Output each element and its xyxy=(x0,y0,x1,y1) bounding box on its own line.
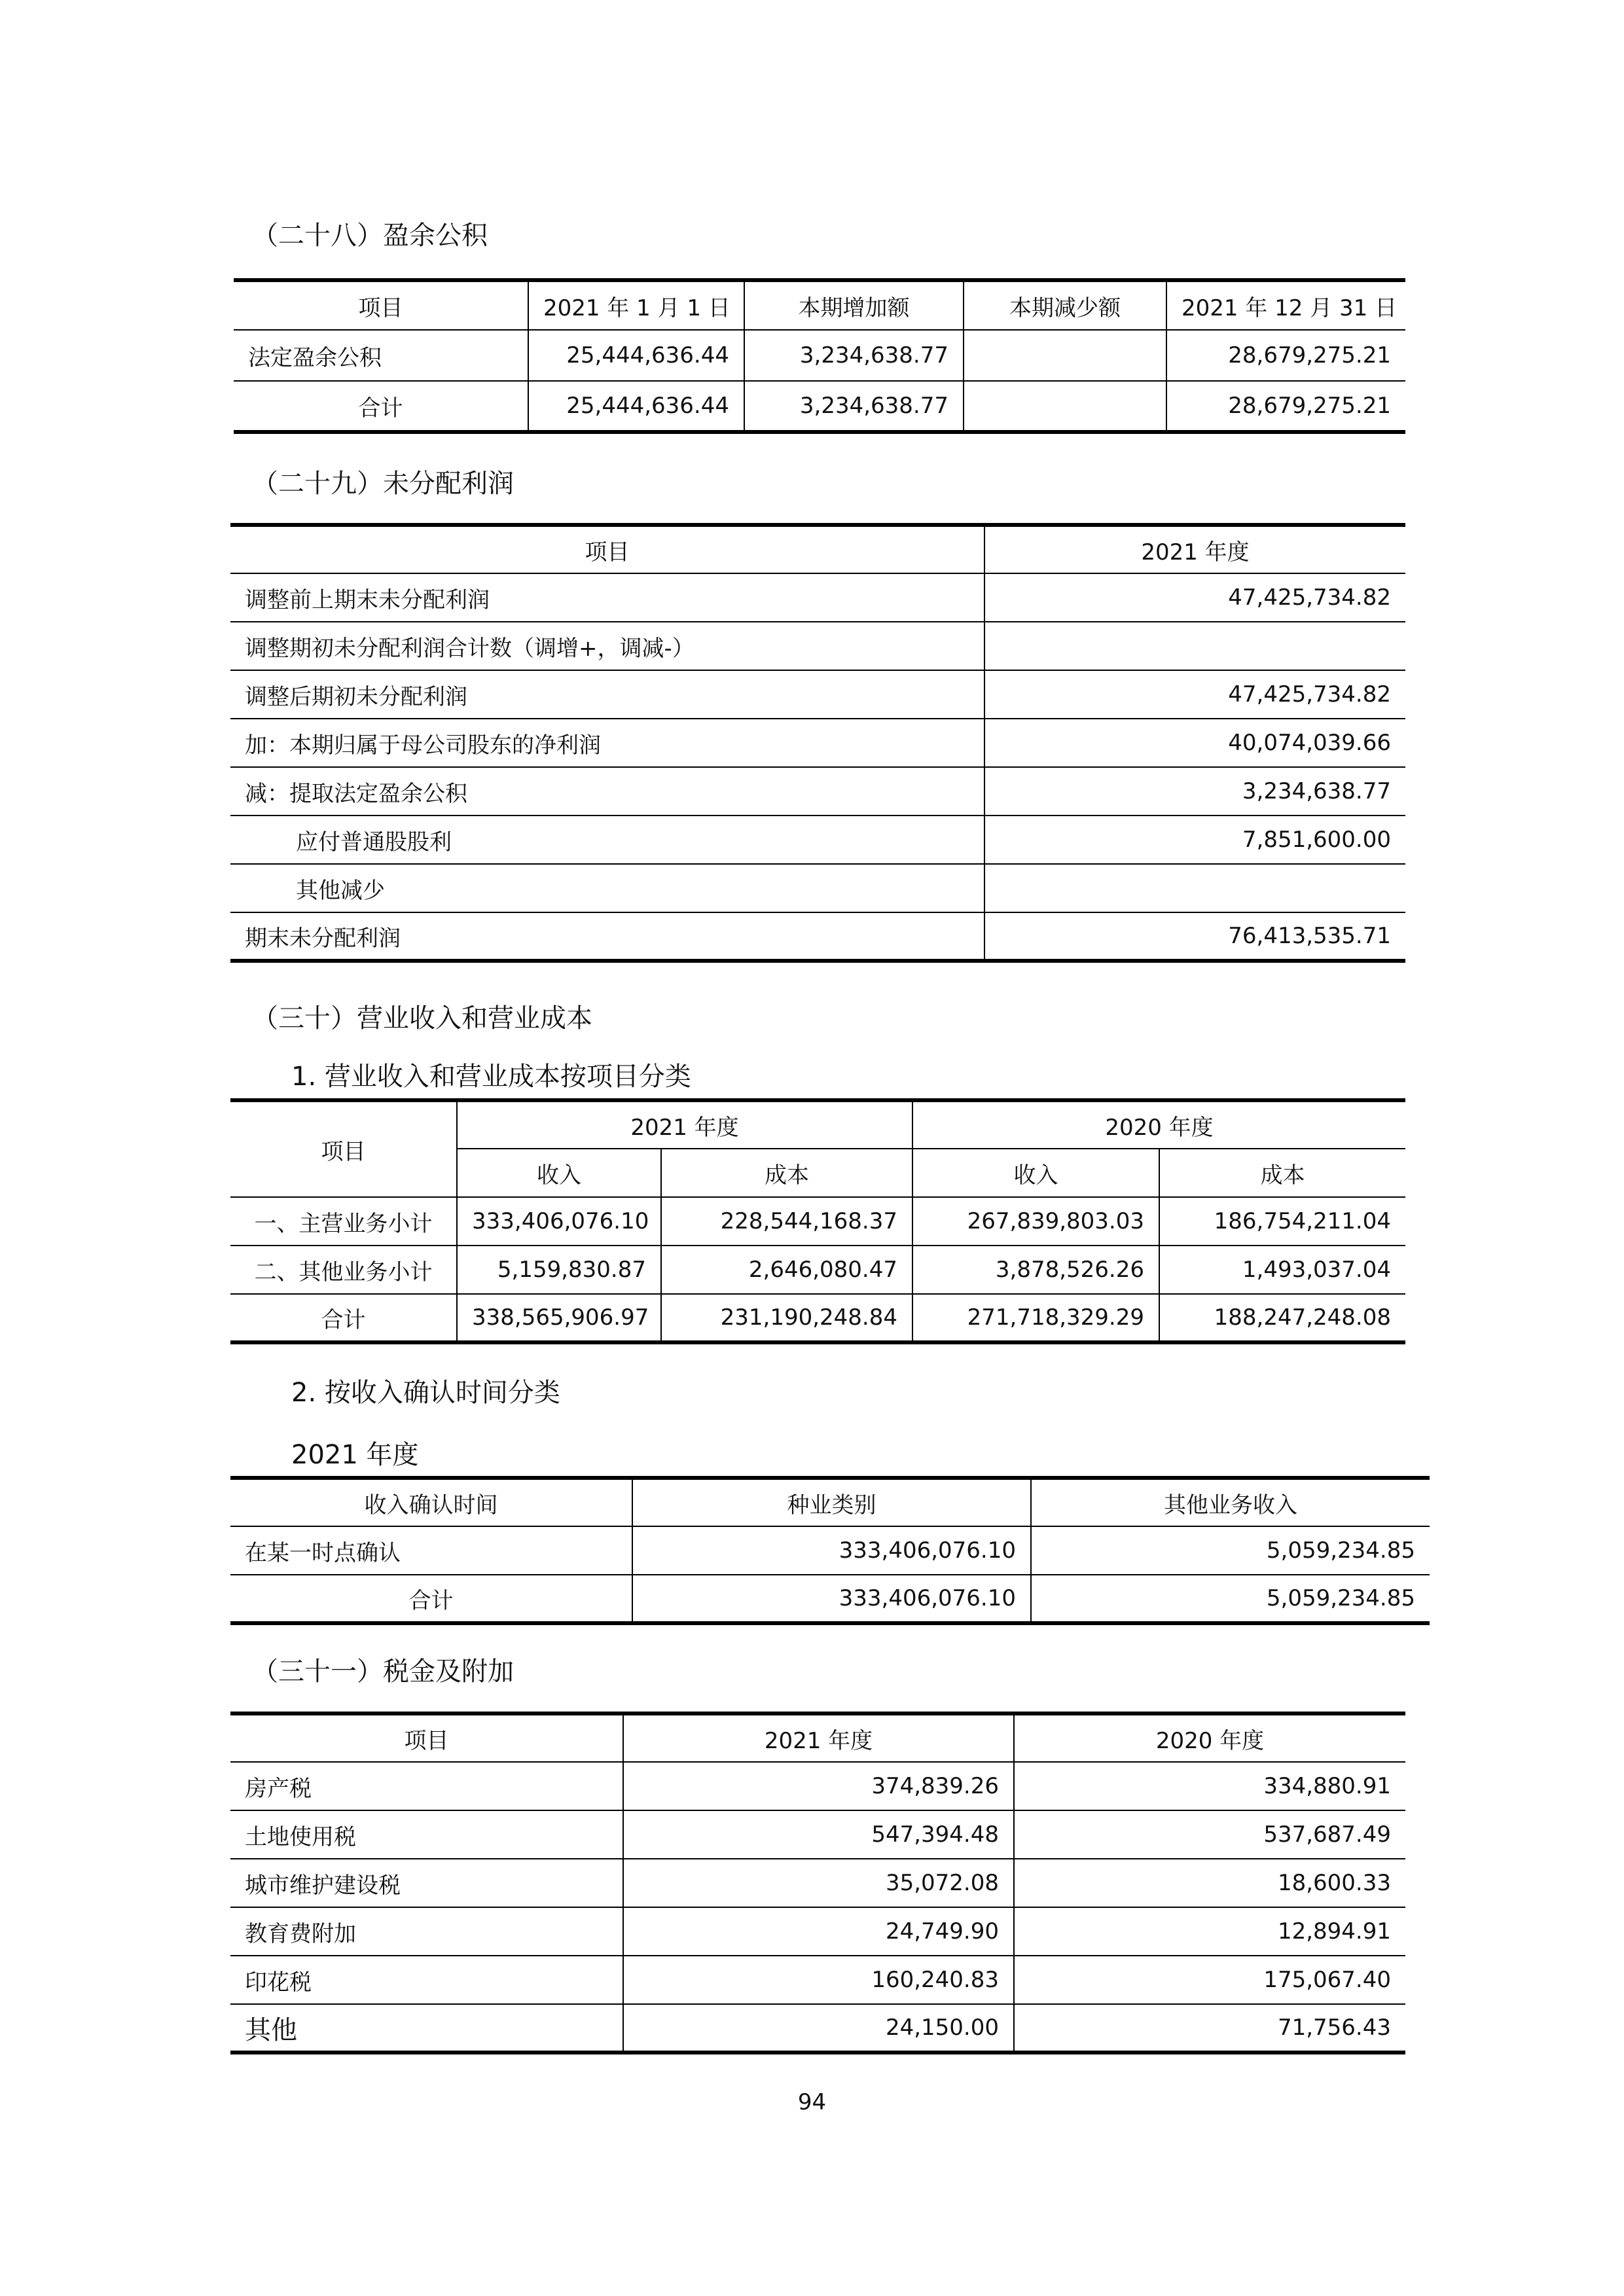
section-31-title: （三十一）税金及附加 xyxy=(252,1657,514,1687)
value-cell: 24,150.00 xyxy=(623,2004,1014,2053)
value-cell: 3,234,638.77 xyxy=(744,330,964,381)
row-label: 合计 xyxy=(230,1294,457,1342)
value-cell: 547,394.48 xyxy=(623,1810,1014,1859)
header-cell: 项目 xyxy=(230,525,984,573)
header-cell: 2021 年度 xyxy=(457,1100,912,1149)
value-cell: 18,600.33 xyxy=(1014,1859,1405,1907)
table-row xyxy=(230,767,1405,816)
revenue-cost-table xyxy=(230,1098,1405,1344)
value-cell: 47,425,734.82 xyxy=(984,573,1405,622)
value-cell: 3,878,526.26 xyxy=(912,1246,1159,1294)
table-row xyxy=(230,1810,1405,1859)
header-cell: 成本 xyxy=(661,1149,912,1197)
row-label: 期末未分配利润 xyxy=(230,912,984,961)
section-30-title: （三十）营业收入和营业成本 xyxy=(252,1003,592,1033)
table-row xyxy=(230,816,1405,864)
table-header-row xyxy=(230,1713,1405,1762)
row-label: 土地使用税 xyxy=(230,1810,623,1859)
table-row xyxy=(230,1762,1405,1810)
table-row xyxy=(234,330,1405,381)
header-cell: 2021 年 12 月 31 日 xyxy=(1166,280,1405,330)
table-row xyxy=(230,622,1405,670)
row-label: 教育费附加 xyxy=(230,1907,623,1956)
value-cell: 28,679,275.21 xyxy=(1166,381,1405,432)
table-row-total xyxy=(230,1294,1405,1342)
value-cell xyxy=(964,381,1166,432)
value-cell: 160,240.83 xyxy=(623,1956,1014,2004)
header-cell: 本期增加额 xyxy=(744,280,964,330)
header-cell: 种业类别 xyxy=(632,1478,1031,1526)
undistributed-profit-table xyxy=(230,523,1405,963)
header-cell: 收入 xyxy=(457,1149,661,1197)
row-label: 加：本期归属于母公司股东的净利润 xyxy=(230,719,984,767)
value-cell: 271,718,329.29 xyxy=(912,1294,1159,1342)
value-cell: 1,493,037.04 xyxy=(1159,1246,1405,1294)
table-header-row xyxy=(230,1478,1430,1526)
value-cell: 228,544,168.37 xyxy=(661,1197,912,1246)
section-30-subtitle-2: 2. 按收入确认时间分类 xyxy=(291,1378,560,1408)
value-cell xyxy=(984,864,1405,912)
table-row xyxy=(230,1907,1405,1956)
value-cell: 24,749.90 xyxy=(623,1907,1014,1956)
value-cell: 12,894.91 xyxy=(1014,1907,1405,1956)
table-row-total xyxy=(230,912,1405,961)
revenue-timing-table xyxy=(230,1476,1430,1625)
value-cell: 47,425,734.82 xyxy=(984,670,1405,719)
value-cell: 333,406,076.10 xyxy=(457,1197,661,1246)
header-cell: 2020 年度 xyxy=(1014,1713,1405,1762)
row-label: 城市维护建设税 xyxy=(230,1859,623,1907)
value-cell: 175,067.40 xyxy=(1014,1956,1405,2004)
header-cell: 收入确认时间 xyxy=(230,1478,632,1526)
value-cell xyxy=(964,330,1166,381)
header-cell: 项目 xyxy=(230,1100,457,1197)
value-cell: 25,444,636.44 xyxy=(528,381,744,432)
value-cell: 35,072.08 xyxy=(623,1859,1014,1907)
value-cell: 71,756.43 xyxy=(1014,2004,1405,2053)
section-29-title: （二十九）未分配利润 xyxy=(252,469,514,499)
table-row xyxy=(230,864,1405,912)
value-cell: 333,406,076.10 xyxy=(632,1526,1031,1575)
row-label: 合计 xyxy=(234,381,528,432)
value-cell: 2,646,080.47 xyxy=(661,1246,912,1294)
row-label: 调整后期初未分配利润 xyxy=(230,670,984,719)
table-row xyxy=(230,573,1405,622)
row-label: 其他 xyxy=(230,2004,623,2053)
value-cell: 231,190,248.84 xyxy=(661,1294,912,1342)
page-number: 94 xyxy=(797,2089,827,2115)
value-cell: 334,880.91 xyxy=(1014,1762,1405,1810)
value-cell: 25,444,636.44 xyxy=(528,330,744,381)
section-28-title: （二十八）盈余公积 xyxy=(252,221,488,251)
value-cell: 374,839.26 xyxy=(623,1762,1014,1810)
header-cell: 2020 年度 xyxy=(912,1100,1405,1149)
header-cell: 本期减少额 xyxy=(964,280,1166,330)
table-row xyxy=(230,670,1405,719)
row-label: 调整期初未分配利润合计数（调增+，调减-） xyxy=(230,622,984,670)
header-cell: 2021 年度 xyxy=(984,525,1405,573)
table-row xyxy=(230,1526,1430,1575)
table-row-total xyxy=(230,1575,1430,1623)
value-cell: 5,059,234.85 xyxy=(1031,1575,1430,1623)
value-cell: 537,687.49 xyxy=(1014,1810,1405,1859)
row-label: 房产税 xyxy=(230,1762,623,1810)
row-label: 在某一时点确认 xyxy=(230,1526,632,1575)
section-30-subtitle-1: 1. 营业收入和营业成本按项目分类 xyxy=(291,1062,691,1092)
value-cell: 186,754,211.04 xyxy=(1159,1197,1405,1246)
row-label: 调整前上期末未分配利润 xyxy=(230,573,984,622)
value-cell: 267,839,803.03 xyxy=(912,1197,1159,1246)
header-cell: 2021 年度 xyxy=(623,1713,1014,1762)
table-row xyxy=(230,719,1405,767)
header-cell: 其他业务收入 xyxy=(1031,1478,1430,1526)
table-row xyxy=(230,1246,1405,1294)
table-row xyxy=(230,1859,1405,1907)
value-cell xyxy=(984,622,1405,670)
table-row xyxy=(230,1197,1405,1246)
row-label: 合计 xyxy=(230,1575,632,1623)
header-cell: 项目 xyxy=(234,280,528,330)
header-cell: 收入 xyxy=(912,1149,1159,1197)
value-cell: 333,406,076.10 xyxy=(632,1575,1031,1623)
surplus-reserve-table xyxy=(234,278,1405,434)
value-cell: 338,565,906.97 xyxy=(457,1294,661,1342)
row-label: 法定盈余公积 xyxy=(234,330,528,381)
row-label: 印花税 xyxy=(230,1956,623,2004)
table-header-row xyxy=(234,280,1405,330)
value-cell: 188,247,248.08 xyxy=(1159,1294,1405,1342)
taxes-surcharges-table xyxy=(230,1712,1405,2054)
row-label: 二、其他业务小计 xyxy=(230,1246,457,1294)
value-cell: 5,159,830.87 xyxy=(457,1246,661,1294)
table-row-total xyxy=(234,381,1405,432)
table-row xyxy=(230,2004,1405,2053)
value-cell: 7,851,600.00 xyxy=(984,816,1405,864)
section-30-year-label: 2021 年度 xyxy=(291,1440,419,1470)
table-row xyxy=(230,1956,1405,2004)
value-cell: 76,413,535.71 xyxy=(984,912,1405,961)
row-label: 一、主营业务小计 xyxy=(230,1197,457,1246)
header-cell: 成本 xyxy=(1159,1149,1405,1197)
value-cell: 3,234,638.77 xyxy=(984,767,1405,816)
table-header-row xyxy=(230,1100,1405,1149)
value-cell: 40,074,039.66 xyxy=(984,719,1405,767)
row-label: 其他减少 xyxy=(230,864,984,912)
value-cell: 5,059,234.85 xyxy=(1031,1526,1430,1575)
value-cell: 28,679,275.21 xyxy=(1166,330,1405,381)
header-cell: 项目 xyxy=(230,1713,623,1762)
value-cell: 3,234,638.77 xyxy=(744,381,964,432)
row-label: 应付普通股股利 xyxy=(230,816,984,864)
header-cell: 2021 年 1 月 1 日 xyxy=(528,280,744,330)
row-label: 减：提取法定盈余公积 xyxy=(230,767,984,816)
table-header-row xyxy=(230,525,1405,573)
